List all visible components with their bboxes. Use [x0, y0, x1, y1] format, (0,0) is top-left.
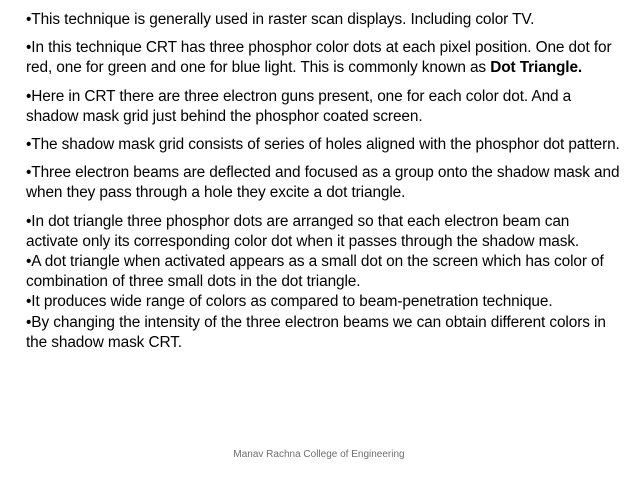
slide-body [26, 4, 621, 353]
bullet-dot-activation [26, 252, 621, 292]
bullet-electron-beams [26, 163, 621, 203]
bullet-electron-guns [26, 87, 621, 127]
bullet-text: •Three electron beams are deflected and focused as a group onto the shadow mask and when they pass through a hole they excite a dot triangle. [26, 164, 620, 202]
bullet-text: •By changing the intensity of the three electron beams we can obtain different colors in the shadow mask CRT. [26, 313, 606, 351]
bullet-text: •A dot triangle when activated appears as a small dot on the screen which has color of combination of three small dots in the dot triangle. [26, 253, 604, 291]
bullet-text: •In dot triangle three phosphor dots are arranged so that each electron beam can activate only its corresponding color dot when it passes through the shadow mask. [26, 212, 580, 250]
bullet-text: •In this technique CRT has three phosphor color dots at each pixel position. One dot for red, one for green and one for blue light. This is commonly known as [26, 39, 612, 77]
bullet-color-range [26, 292, 621, 312]
bold-term: Dot Triangle. [490, 59, 583, 77]
bullet-raster-scan [26, 10, 621, 30]
bullet-text: •This technique is generally used in raster scan displays. Including color TV. [26, 11, 535, 28]
bullet-phosphor-dots [26, 38, 621, 78]
bullet-text: •The shadow mask grid consists of series of holes aligned with the phosphor dot pattern. [26, 136, 620, 154]
slide-footer: Manav Rachna College of Engineering [233, 449, 405, 460]
bullet-text: •Here in CRT there are three electron guns present, one for each color dot. And a shadow mask grid just behind the phosphor coated screen. [26, 87, 572, 125]
bullet-intensity [26, 313, 621, 353]
bullet-text: •It produces wide range of colors as compared to beam-penetration technique. [26, 293, 553, 311]
bullet-shadow-mask-grid [26, 135, 621, 155]
bullet-dot-arrangement [26, 212, 621, 252]
